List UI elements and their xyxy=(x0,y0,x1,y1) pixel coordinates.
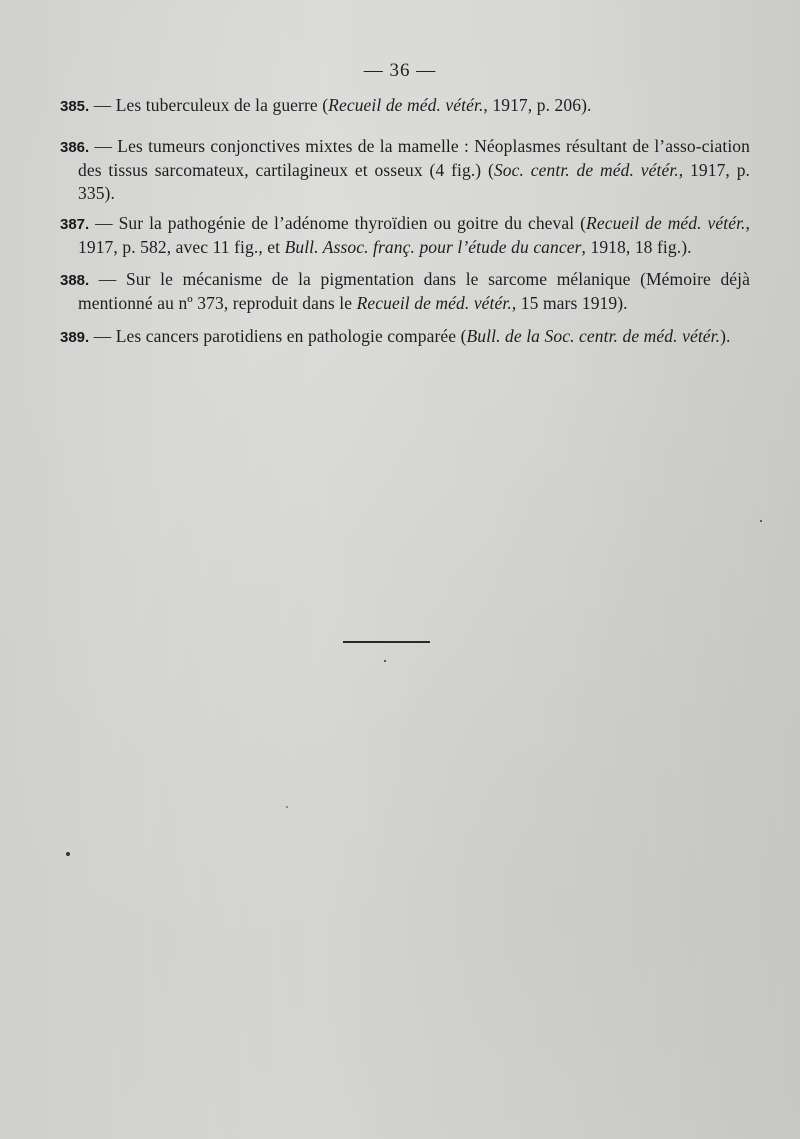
paper-speck xyxy=(66,852,70,856)
journal-title: Recueil de méd. vétér. xyxy=(328,95,484,115)
entry-number: 389. xyxy=(60,329,90,346)
entry-number: 388. xyxy=(60,272,90,289)
entry-text-segment: — Les cancers parotidiens en pathologie comparée ( xyxy=(89,326,467,346)
end-rule xyxy=(343,641,430,643)
entry-number: 386. xyxy=(60,139,90,156)
journal-title: Recueil de méd. vétér. xyxy=(586,213,746,233)
paper-speck xyxy=(760,520,762,522)
entry-text xyxy=(78,136,750,203)
entry-number: 387. xyxy=(60,216,90,233)
entry-text-segment: , 15 mars 1919). xyxy=(511,293,628,313)
entry-text xyxy=(89,326,730,346)
entry-text xyxy=(78,213,750,257)
bibliography-entry-386 xyxy=(60,135,750,205)
bibliography-entry-385 xyxy=(60,94,750,118)
page-number: — 36 — xyxy=(363,60,437,81)
entry-number: 385. xyxy=(60,98,90,115)
journal-title: Soc. centr. de méd. vétér. xyxy=(493,160,679,180)
bibliography-entry-388 xyxy=(60,268,750,315)
entry-text-segment: ). xyxy=(720,326,731,346)
journal-title: Bull. de la Soc. centr. de méd. vétér. xyxy=(466,326,721,346)
entry-text-segment: , 1918, 18 fig.). xyxy=(581,237,692,257)
paper-speck xyxy=(384,660,386,662)
entry-text-segment: , 1917, p. 335). xyxy=(78,160,751,203)
entry-text-segment: , 1917, p. 582, avec 11 fig., et xyxy=(78,213,751,257)
entry-text-segment: — Les tuberculeux de la guerre ( xyxy=(89,95,329,115)
journal-title: Bull. Assoc. franç. pour l’étude du cancer xyxy=(284,237,582,257)
bibliography-entry-387 xyxy=(60,212,750,259)
entry-text-segment: — Sur la pathogénie de l’adénome thyroïdien ou goitre du cheval ( xyxy=(89,213,587,233)
entry-text-segment: — Les tumeurs conjonctives mixtes de la mamelle : Néoplasmes résultant de l’asso-ciation des tissus sarcomateux, cartilagineux et osseux (4 fig.) ( xyxy=(78,136,750,180)
entry-text xyxy=(78,269,750,313)
entry-text xyxy=(89,95,591,115)
paper-speck xyxy=(286,806,288,808)
entry-text-segment: , 1917, p. 206). xyxy=(483,95,592,115)
entry-text-segment: — Sur le mécanisme de la pigmentation dans le sarcome mélanique (Mémoire déjà mentionné au nº 373, reproduit dans le xyxy=(78,269,750,313)
bibliography-entry-389 xyxy=(60,325,750,349)
journal-title: Recueil de méd. vétér. xyxy=(356,293,512,313)
